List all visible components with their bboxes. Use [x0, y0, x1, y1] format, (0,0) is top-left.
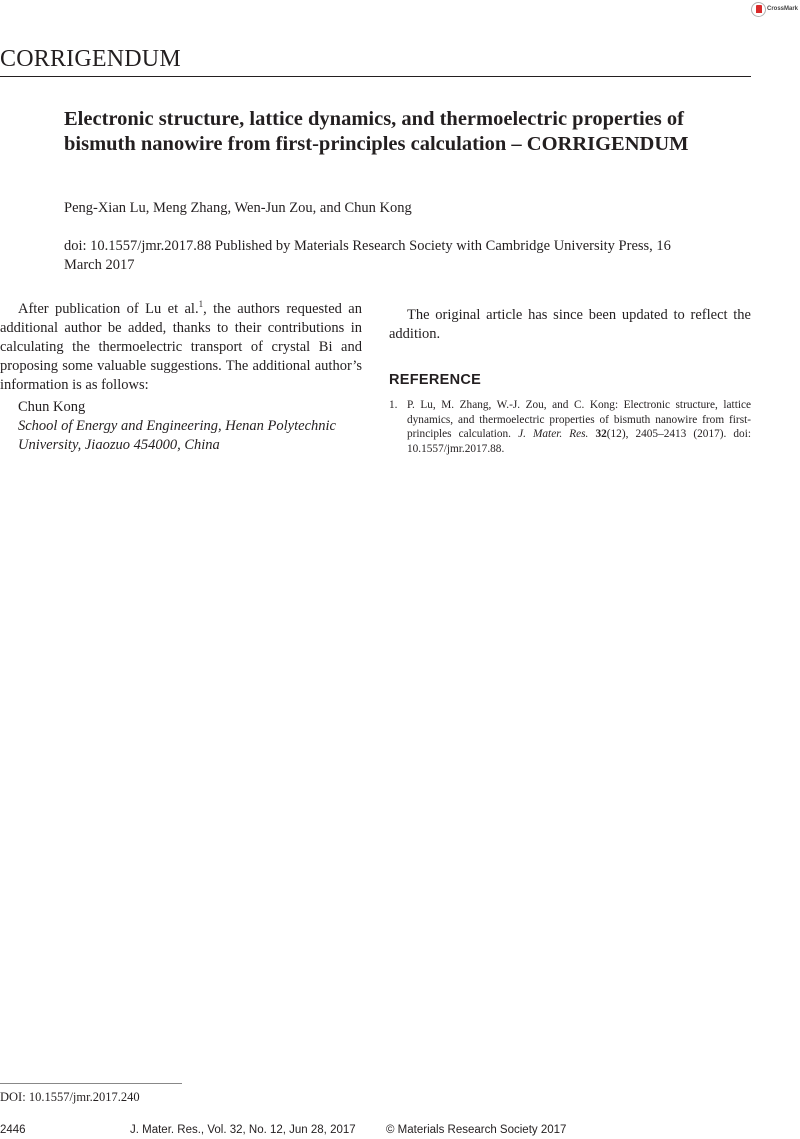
added-author-affiliation-line-2: University, Jiaozuo 454000, China — [18, 437, 220, 453]
author-list: Peng-Xian Lu, Meng Zhang, Wen-Jun Zou, and Chun Kong — [64, 200, 412, 216]
body-paragraph: The original article has since been updated to reflect the addition. — [389, 307, 751, 342]
crossmark-logo[interactable] — [751, 0, 800, 18]
reference-text-end[interactable]: (12), 2405–2413 (2017). doi: 10.1557/jmr.2017.88. — [407, 428, 751, 455]
reference-volume: 32 — [595, 428, 607, 440]
added-author-affiliation-line-1: School of Energy and Engineering, Henan Polytechnic — [18, 418, 336, 434]
reference-heading: REFERENCE — [389, 372, 482, 388]
section-label: CORRIGENDUM — [0, 46, 181, 72]
publication-info: doi: 10.1557/jmr.2017.88 Published by Materials Research Society with Cambridge University Press, 16 March 2017 — [64, 238, 671, 273]
added-author-block — [0, 398, 362, 455]
footnote-doi[interactable]: DOI: 10.1557/jmr.2017.240 — [0, 1090, 140, 1104]
crossmark-icon — [751, 2, 766, 17]
reference-text: P. Lu, M. Zhang, W.-J. Zou, and C. Kong: Electronic structure, lattice dynamics, and thermoelectric properties of bismuth nanowire from first-principles calculation. — [407, 399, 751, 440]
body-paragraph — [0, 300, 362, 395]
copyright-notice: © Materials Research Society 2017 — [386, 1124, 567, 1136]
reference-list — [389, 398, 751, 456]
header-divider — [0, 76, 751, 77]
paragraph-text-end: , the authors requested an additional author be added, thanks to their contributions in calculating the thermoelectric transport of crystal Bi and proposing some valuable suggestions. The additional author’s information is as follows: — [0, 301, 362, 393]
footnote-divider — [0, 1083, 182, 1084]
journal-info: J. Mater. Res., Vol. 32, No. 12, Jun 28, 2017 — [130, 1124, 356, 1136]
left-column — [0, 300, 362, 455]
citation-superscript[interactable]: 1 — [198, 299, 204, 310]
added-author-name: Chun Kong — [18, 399, 86, 415]
reference-number: 1. — [389, 399, 398, 411]
right-column — [389, 306, 751, 344]
reference-journal: J. Mater. Res. — [518, 428, 589, 440]
page-number: 2446 — [0, 1124, 26, 1136]
reference-item — [389, 398, 751, 456]
crossmark-label: CrossMark — [767, 6, 799, 12]
article-title: Electronic structure, lattice dynamics, and thermoelectric properties of bismuth nanowire from first-principles calculation – CORRIGENDUM — [64, 108, 689, 155]
paragraph-text-start: After publication of Lu et al. — [18, 301, 199, 317]
